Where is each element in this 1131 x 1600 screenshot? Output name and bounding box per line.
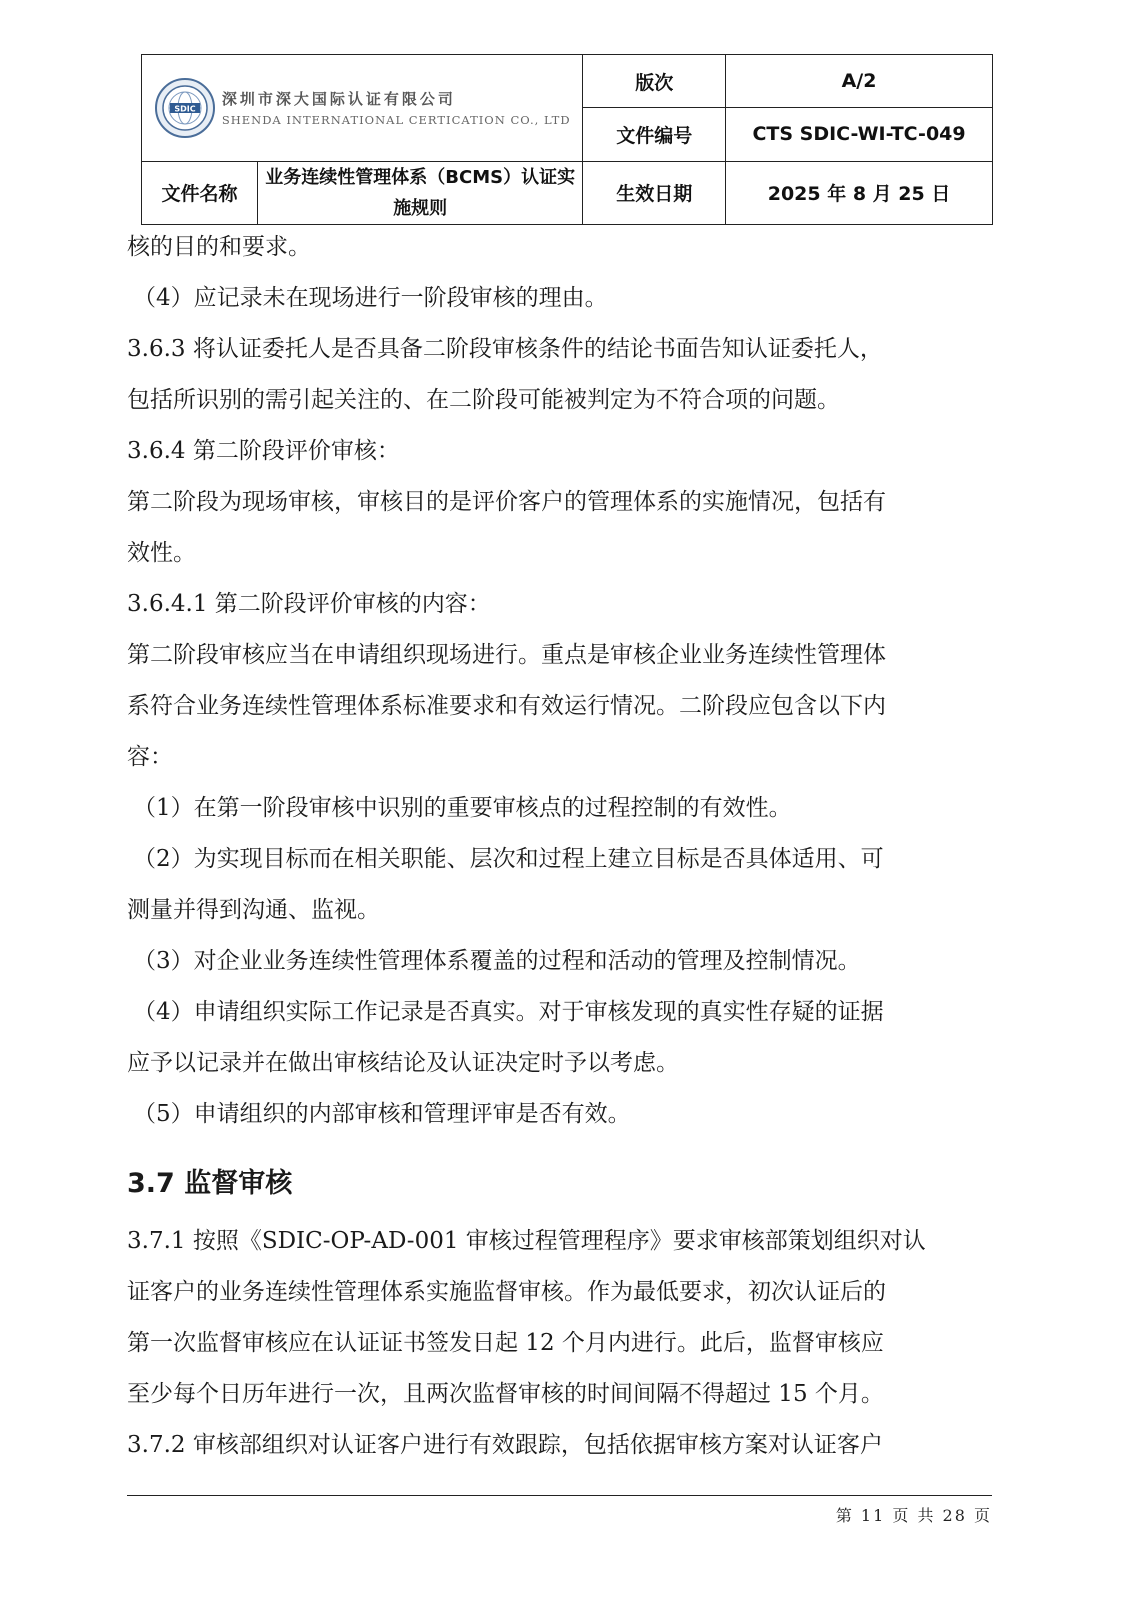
paragraph-line: 至少每个日历年进行一次，且两次监督审核的时间间隔不得超过 15 个月。 xyxy=(127,1381,884,1407)
company-logo-cell xyxy=(142,55,583,162)
paragraph-line: 3.6.4 第二阶段评价审核： xyxy=(127,438,400,464)
version-value: A/2 xyxy=(726,55,993,108)
company-name-cn: 深圳市深大国际认证有限公司 xyxy=(221,90,456,109)
paragraph-line: 测量并得到沟通、监视。 xyxy=(127,897,380,923)
footer-divider xyxy=(127,1495,992,1496)
document-header-table xyxy=(141,54,993,225)
paragraph-line: 效性。 xyxy=(127,540,196,566)
paragraph-line: （4）应记录未在现场进行一阶段审核的理由。 xyxy=(133,285,608,311)
version-label: 版次 xyxy=(583,55,726,108)
document-name-label: 文件名称 xyxy=(142,161,258,224)
paragraph-line: 容： xyxy=(127,744,173,770)
paragraph-line: 3.6.3 将认证委托人是否具备二阶段审核条件的结论书面告知认证委托人， xyxy=(127,336,883,362)
effective-date-value: 2025 年 8 月 25 日 xyxy=(726,161,993,224)
paragraph-line: （1）在第一阶段审核中识别的重要审核点的过程控制的有效性。 xyxy=(133,795,792,821)
paragraph-line: 应予以记录并在做出审核结论及认证决定时予以考虑。 xyxy=(127,1050,679,1076)
paragraph-line: 包括所识别的需引起关注的、在二阶段可能被判定为不符合项的问题。 xyxy=(127,387,840,413)
paragraph-line: 3.6.4.1 第二阶段评价审核的内容： xyxy=(127,591,491,617)
paragraph-line: （3）对企业业务连续性管理体系覆盖的过程和活动的管理及控制情况。 xyxy=(133,948,861,974)
paragraph-line: 第二阶段审核应当在申请组织现场进行。重点是审核企业业务连续性管理体 xyxy=(127,642,886,668)
document-body xyxy=(127,222,1007,1471)
company-seal-logo xyxy=(154,77,216,139)
document-name-value: 业务连续性管理体系（BCMS）认证实施规则 xyxy=(257,161,582,224)
company-name-en: SHENDA INTERNATIONAL CERTICATION CO., LTD xyxy=(221,113,571,128)
document-number-label: 文件编号 xyxy=(583,108,726,161)
paragraph-line: 系符合业务连续性管理体系标准要求和有效运行情况。二阶段应包含以下内 xyxy=(127,693,886,719)
paragraph-line: 证客户的业务连续性管理体系实施监督审核。作为最低要求，初次认证后的 xyxy=(127,1279,886,1305)
paragraph-line: 核的目的和要求。 xyxy=(127,234,311,260)
page-number: 第 11 页 共 28 页 xyxy=(835,1506,992,1525)
paragraph-line: （5）申请组织的内部审核和管理评审是否有效。 xyxy=(133,1101,631,1127)
paragraph-line: 3.7.1 按照《SDIC-OP-AD-001 审核过程管理程序》要求审核部策划组织对认 xyxy=(127,1228,926,1254)
paragraph-line: （2）为实现目标而在相关职能、层次和过程上建立目标是否具体适用、可 xyxy=(133,846,884,872)
paragraph-line: （4）申请组织实际工作记录是否真实。对于审核发现的真实性存疑的证据 xyxy=(133,999,884,1025)
logo-sdic-text: SDIC xyxy=(174,104,196,114)
effective-date-label: 生效日期 xyxy=(583,161,726,224)
paragraph-line: 3.7.2 审核部组织对认证客户进行有效跟踪，包括依据审核方案对认证客户 xyxy=(127,1432,883,1458)
section-heading: 3.7 监督审核 xyxy=(127,1168,293,1199)
document-number-value: CTS SDIC-WI-TC-049 xyxy=(726,108,993,161)
paragraph-line: 第一次监督审核应在认证证书签发日起 12 个月内进行。此后，监督审核应 xyxy=(127,1330,884,1356)
paragraph-line: 第二阶段为现场审核，审核目的是评价客户的管理体系的实施情况，包括有 xyxy=(127,489,886,515)
